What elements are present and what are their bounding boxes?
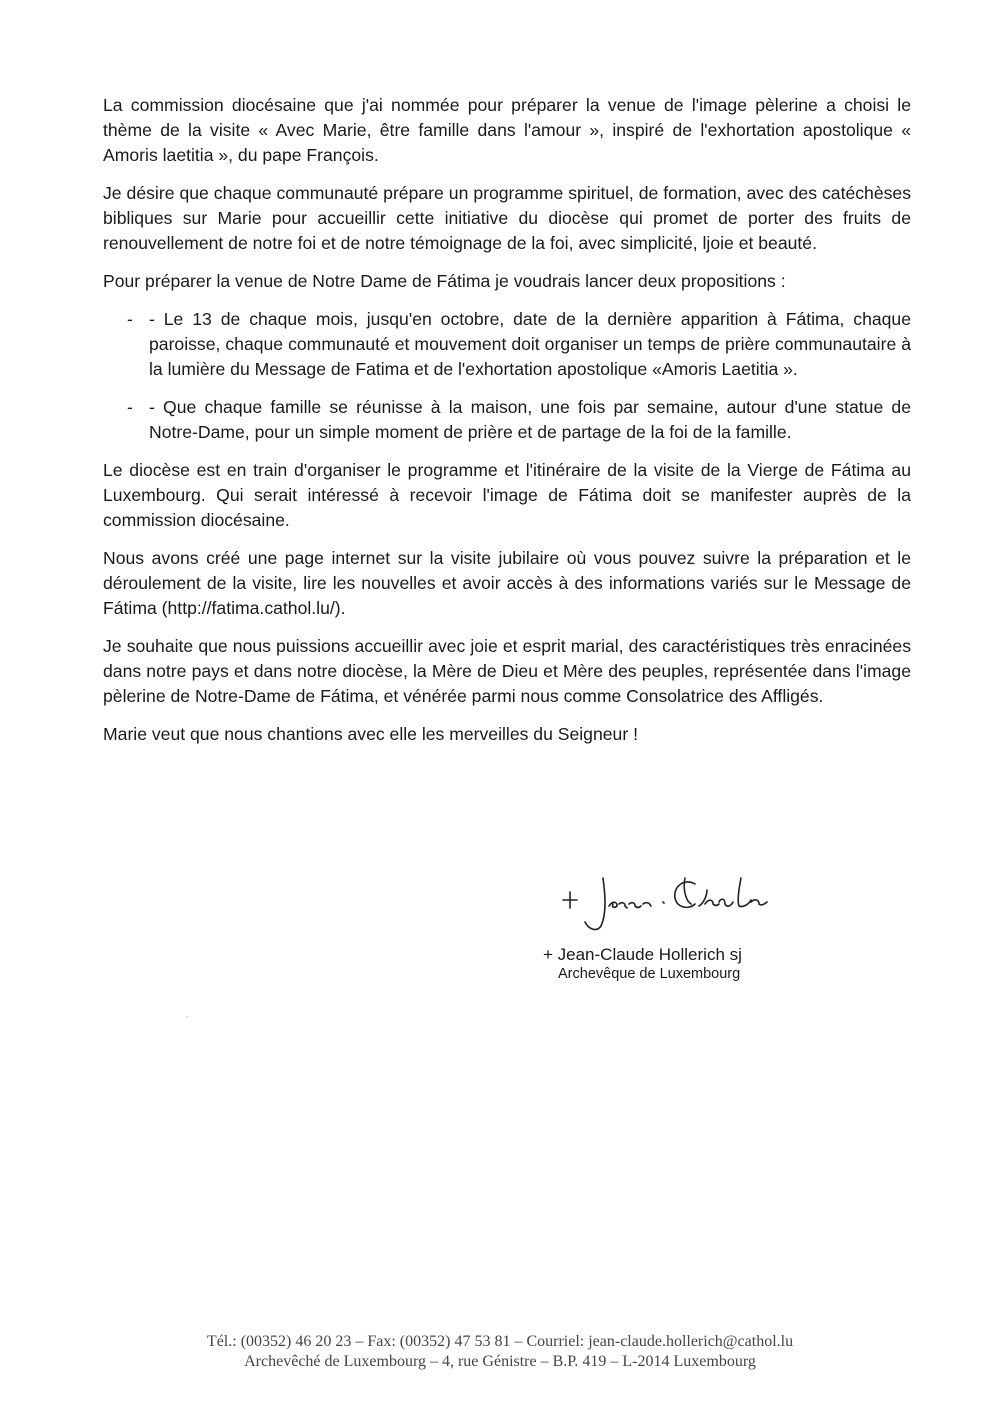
paragraph-closing: Marie veut que nous chantions avec elle les merveilles du Seigneur !: [103, 724, 638, 744]
paragraph-website: Nous avons créé une page internet sur la visite jubilaire où vous pouvez suivre la préparation et le déroulement de la visite, lire les nouvelles et avoir accès à des informations variés sur le Message de Fátima (http://fatima.cathol.lu/).: [103, 548, 911, 618]
list-item-proposition-2: [103, 395, 911, 445]
paragraph-commission: La commission diocésaine que j'ai nommée pour préparer la venue de l'image pèlerine a choisi le thème de la visite « Avec Marie, être famille dans l'amour », inspiré de l'exhortation apostolique « Amoris laetitia », du pape François.: [103, 95, 911, 165]
signer-title: Archevêque de Luxembourg: [558, 966, 741, 982]
paragraph-itinerary: Le diocèse est en train d'organiser le programme et l'itinéraire de la visite de la Vierge de Fátima au Luxembourg. Qui serait intéressé à recevoir l'image de Fátima doit se manifester auprès de la commission diocésaine.: [103, 460, 911, 530]
signer-name: + Jean-Claude Hollerich sj: [543, 945, 742, 964]
signature-image: [545, 858, 785, 938]
handwritten-signature: [545, 858, 845, 938]
paragraph-propositions-intro: Pour préparer la venue de Notre Dame de Fátima je voudrais lancer deux propositions :: [103, 271, 786, 291]
letterhead-footer: [0, 1332, 1000, 1372]
list-item-text: - Le 13 de chaque mois, jusqu'en octobre, date de la dernière apparition à Fátima, chaque paroisse, chaque communauté et mouvement doit organiser un temps de prière communautaire à la lumière du Message de Fatima et de l'exhortation apostolique «Amoris Laetitia ».: [149, 309, 911, 379]
list-item-proposition-1: [103, 307, 911, 382]
list-dash: -: [127, 397, 133, 417]
footer-address-line: Archevêché de Luxembourg – 4, rue Génistre – B.P. 419 – L-2014 Luxembourg: [244, 1353, 756, 1370]
list-dash: -: [127, 309, 133, 329]
list-item-text: - Que chaque famille se réunisse à la maison, une fois par semaine, autour d'une statue de Notre-Dame, pour un simple moment de prière et de partage de la foi de la famille.: [149, 397, 911, 442]
letter-body: [103, 93, 911, 760]
paragraph-wish: Je souhaite que nous puissions accueillir avec joie et esprit marial, des caractéristiques très enracinées dans notre pays et dans notre diocèse, la Mère de Dieu et Mère des peuples, représentée dans l'image pèlerine de Notre-Dame de Fátima, et vénérée parmi nous comme Consolatrice des Affligés.: [103, 636, 911, 706]
scan-speck: [186, 1016, 188, 1018]
footer-contact-line: Tél.: (00352) 46 20 23 – Fax: (00352) 47 53 81 – Courriel: jean-claude.hollerich@cathol.lu: [206, 1333, 794, 1350]
paragraph-programme: Je désire que chaque communauté prépare un programme spirituel, de formation, avec des catéchèses bibliques sur Marie pour accueillir cette initiative du diocèse qui promet de porter des fruits de renouvellement de notre foi et de notre témoignage de la foi, avec simplicité, ljoie et beauté.: [103, 183, 911, 253]
